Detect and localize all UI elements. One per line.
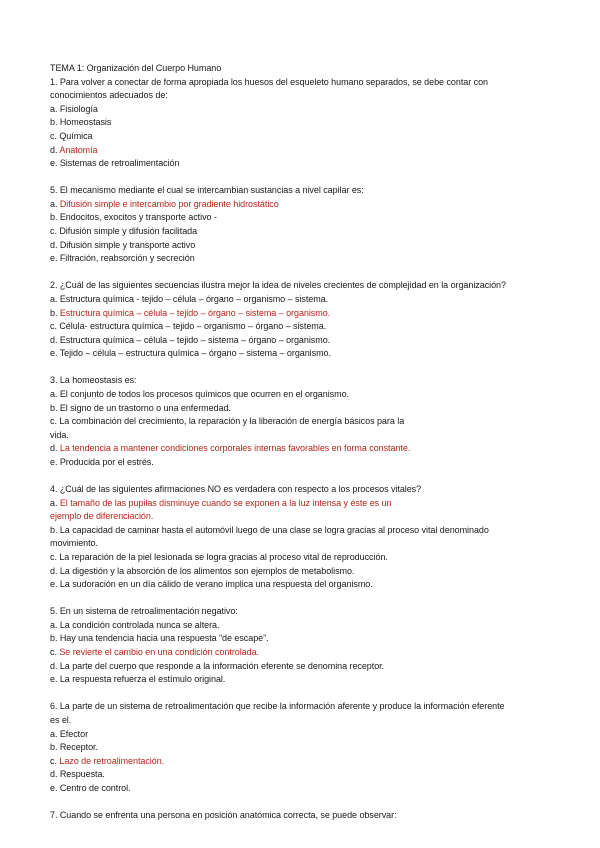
question-stem: 7. Cuando se enfrenta una persona en posición anatómica correcta, se puede observar:: [50, 810, 397, 820]
correct-answer-option: [50, 307, 550, 321]
answer-option: e. Centro de control.: [50, 782, 131, 793]
option-letter: a.: [50, 497, 60, 508]
answer-option: c. Difusión simple y difusión facilitada: [50, 226, 198, 237]
correct-answer-text: Estructura química – célula – tejido – órgano – sistema – organismo.: [59, 307, 331, 318]
question-stem: 3. La homeostasis es:: [50, 375, 137, 386]
answer-option: e. Sistemas de retroalimentación: [50, 158, 180, 169]
correct-answer-option: [50, 646, 550, 660]
correct-answer-text: ejemplo de diferenciación.: [50, 511, 154, 522]
option-letter: c.: [50, 647, 60, 658]
question-block: [50, 374, 550, 469]
answer-option: a. La condición controlada nunca se altera.: [50, 619, 220, 630]
correct-answer-text: Anatomía: [59, 144, 98, 155]
question-stem: conocimientos adecuados de:: [50, 90, 168, 101]
answer-option: a. El conjunto de todos los procesos químicos que ocurren en el organismo.: [50, 388, 349, 399]
question-stem: 6. La parte de un sistema de retroalimentación que recibe la información aferente y produce la información eferente: [50, 701, 505, 712]
answer-option: c. Química: [50, 130, 93, 141]
answer-option: a. Efector: [50, 728, 89, 739]
spacer: [50, 687, 550, 701]
option-letter: d.: [50, 443, 60, 454]
question-list: [50, 76, 550, 823]
spacer: [50, 592, 550, 606]
question-block: [50, 483, 550, 592]
answer-option: e. La respuesta refuerza el estímulo original.: [50, 674, 226, 685]
question-block: [50, 279, 550, 361]
question-stem: 2. ¿Cuál de las siguientes secuencias ilustra mejor la idea de niveles crecientes de complejidad en la organización?: [50, 280, 506, 291]
answer-option: b. Homeostasis: [50, 117, 112, 128]
question-block: [50, 700, 550, 795]
spacer: [50, 361, 550, 375]
answer-option: b. El signo de un trastorno o una enfermedad.: [50, 402, 231, 413]
question-stem: 1. Para volver a conectar de forma apropiada los huesos del esqueleto humano separados, se debe contar con: [50, 76, 488, 87]
answer-option: b. La capacidad de caminar hasta el automóvil luego de una clase se logra gracias al proceso vital denominado: [50, 524, 489, 535]
answer-option: b. Receptor.: [50, 742, 98, 753]
question-block: [50, 809, 550, 823]
correct-answer-text: Difusión simple e intercambio por gradiente hidrostático: [59, 198, 279, 209]
correct-answer-option: [50, 510, 550, 524]
answer-option: e. La sudoración en un día cálido de verano implica una respuesta del organismo.: [50, 579, 373, 590]
answer-option: e. Filtración, reabsorción y secreción: [50, 253, 195, 264]
question-stem: es el.: [50, 714, 72, 725]
question-stem: 5. El mecanismo mediante el cual se intercambian sustancias a nivel capilar es:: [50, 185, 364, 196]
correct-answer-option: [50, 497, 550, 511]
spacer: [50, 171, 550, 185]
answer-option: c. La combinación del crecimiento, la reparación y la liberación de energía básicos para la: [50, 416, 405, 427]
answer-option: d. Estructura química – célula – tejido – sistema – órgano – organismo.: [50, 334, 331, 345]
answer-option: b. Endocitos, exocitos y transporte activo -: [50, 212, 217, 223]
correct-answer-option: [50, 755, 550, 769]
correct-answer-text: Se revierte el cambio en una condición controlada.: [59, 647, 259, 658]
answer-option: c. La reparación de la piel lesionada se logra gracias al proceso vital de reproducción.: [50, 552, 388, 562]
answer-option: d. La parte del cuerpo que responde a la información eferente se denomina receptor.: [50, 660, 385, 671]
answer-option: a. Estructura química - tejido – célula – órgano – organismo – sistema.: [50, 293, 329, 304]
option-letter: a.: [50, 198, 60, 209]
answer-option: movimiento.: [50, 538, 98, 549]
option-letter: d.: [50, 144, 60, 155]
answer-option: d. Respuesta.: [50, 769, 105, 780]
spacer: [50, 470, 550, 484]
spacer: [50, 266, 550, 280]
answer-option: vida.: [50, 429, 69, 440]
document-title: TEMA 1: Organización del Cuerpo Humano: [50, 63, 222, 73]
spacer: [50, 796, 550, 810]
document-page: [50, 62, 550, 823]
answer-option: c. Célula- estructura química – tejido – organismo – órgano – sistema.: [50, 321, 327, 332]
question-stem: 4. ¿Cuál de las siguientes afirmaciones NO es verdadera con respecto a los procesos vitales?: [50, 484, 422, 495]
option-letter: c.: [50, 755, 60, 766]
answer-option: e. Producida por el estrés.: [50, 456, 154, 467]
option-letter: b.: [50, 307, 60, 318]
question-block: [50, 605, 550, 687]
answer-option: d. Difusión simple y transporte activo: [50, 239, 196, 250]
answer-option: a. Fisiología: [50, 103, 98, 114]
correct-answer-option: [50, 442, 550, 456]
answer-option: d. La digestión y la absorción de los alimentos son ejemplos de metabolismo.: [50, 565, 355, 576]
correct-answer-text: El tamaño de las pupilas disminuye cuando se exponen a la luz intensa y éste es un: [59, 497, 392, 508]
answer-option: b. Hay una tendencia hacia una respuesta “de escape”.: [50, 633, 269, 644]
correct-answer-text: Lazo de retroalimentación.: [59, 755, 165, 766]
correct-answer-option: [50, 198, 550, 212]
answer-option: e. Tejido – célula – estructura química – órgano – sistema – organismo.: [50, 348, 331, 359]
question-block: [50, 184, 550, 266]
correct-answer-option: [50, 144, 550, 158]
correct-answer-text: La tendencia a mantener condiciones corporales internas favorables en forma constante.: [59, 443, 411, 454]
question-stem: 5. En un sistema de retroalimentación negativo:: [50, 606, 238, 617]
question-block: [50, 76, 550, 171]
